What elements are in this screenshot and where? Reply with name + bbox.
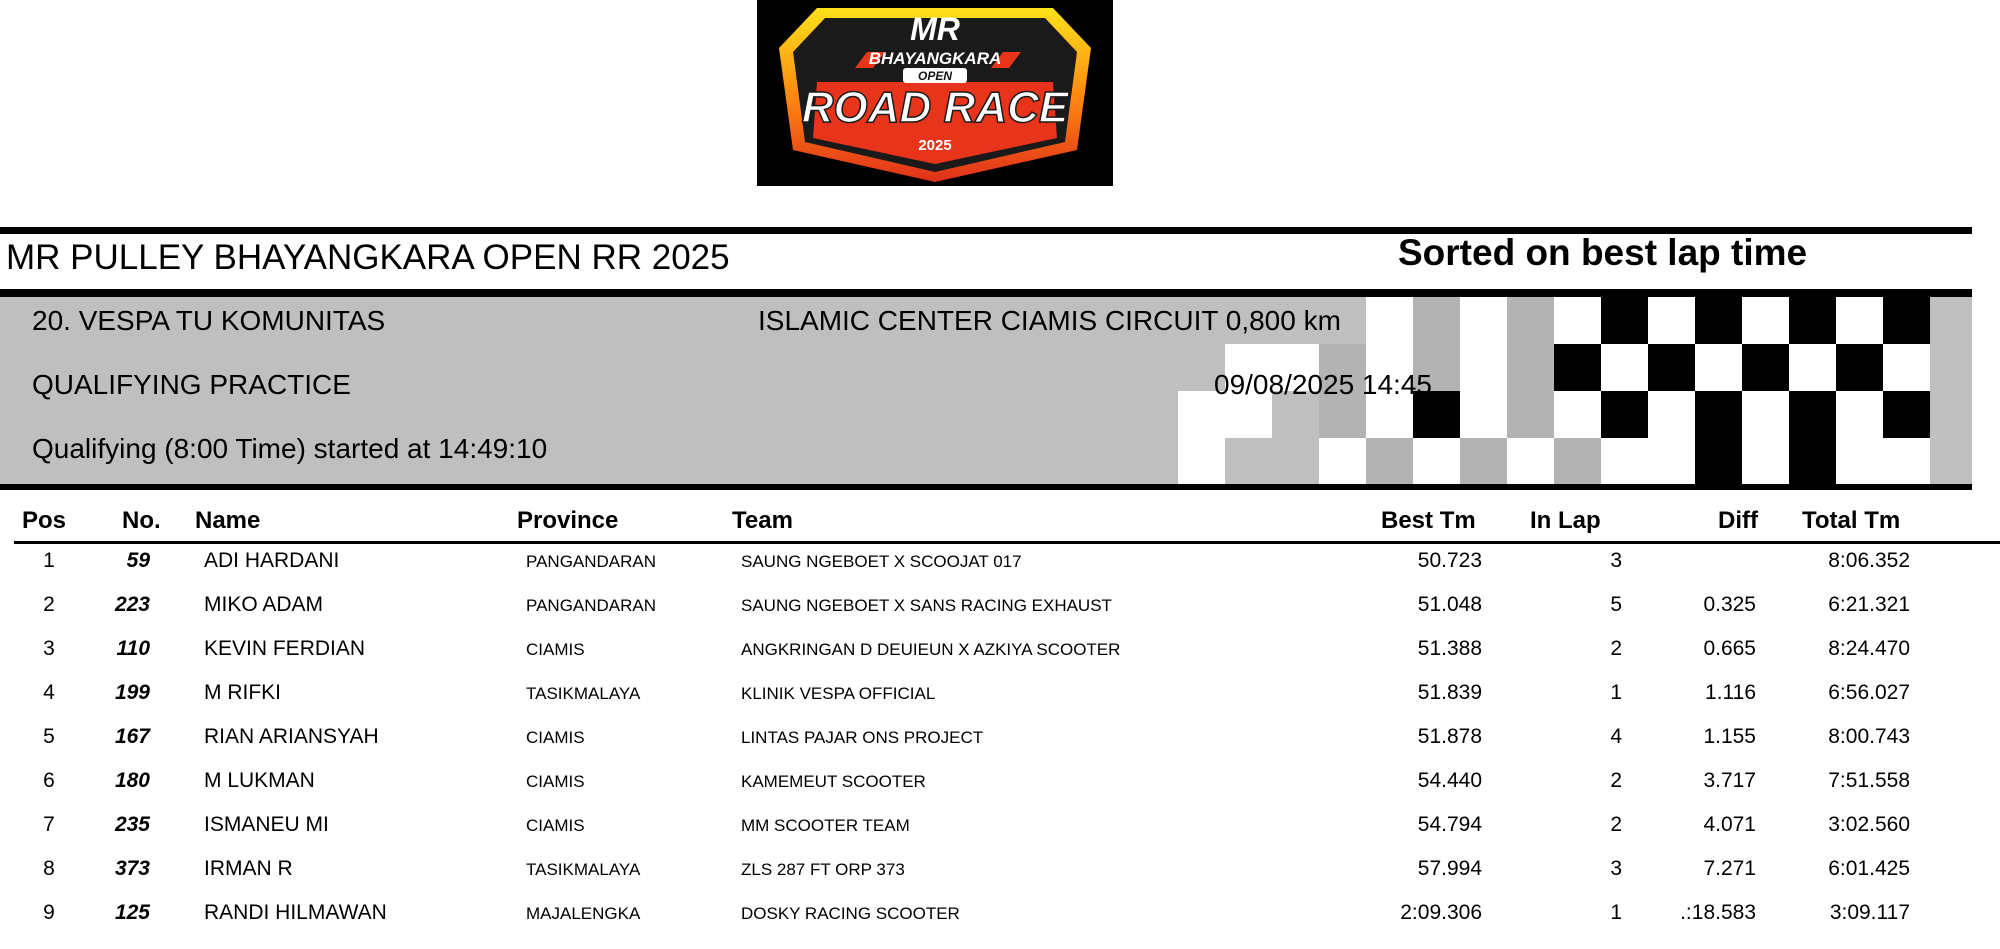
row-team: LINTAS PAJAR ONS PROJECT (741, 728, 984, 747)
start-info: Qualifying (8:00 Time) started at 14:49:10 (32, 433, 548, 464)
row-in-lap: 3 (1610, 857, 1622, 880)
row-pos: 8 (43, 857, 55, 880)
row-total-time: 8:00.743 (1828, 725, 1910, 748)
row-name: KEVIN FERDIAN (204, 637, 366, 660)
row-team: SAUNG NGEBOET X SCOOJAT 017 (741, 552, 1022, 571)
row-team: ANGKRINGAN D DEUIEUN X AZKIYA SCOOTER (741, 640, 1121, 659)
row-team: ZLS 287 FT ORP 373 (741, 860, 905, 879)
row-total-time: 7:51.558 (1828, 769, 1910, 792)
row-best-time: 54.794 (1417, 813, 1482, 836)
row-best-time: 51.048 (1417, 593, 1482, 616)
row-name: MIKO ADAM (204, 593, 324, 616)
row-province: TASIKMALAYA (526, 684, 641, 703)
logo-line1: BHAYANGKARA (868, 49, 1002, 68)
circuit-name: ISLAMIC CENTER CIAMIS CIRCUIT 0,800 km (758, 305, 1341, 336)
row-pos: 2 (43, 593, 55, 616)
row-diff: 3.717 (1703, 769, 1756, 792)
row-province: CIAMIS (526, 772, 585, 791)
col-header-total: Total Tm (1802, 507, 1901, 534)
col-header-pos: Pos (22, 507, 67, 534)
info-band (0, 297, 1972, 484)
row-number: 199 (114, 681, 150, 704)
logo-line2: OPEN (917, 69, 953, 83)
table-row (0, 549, 2000, 593)
row-best-time: 51.878 (1417, 725, 1482, 748)
header-bottom-rule (0, 289, 1972, 297)
row-name: RIAN ARIANSYAH (204, 725, 379, 748)
table-row (0, 681, 2000, 725)
row-in-lap: 4 (1610, 725, 1622, 748)
row-in-lap: 2 (1610, 813, 1622, 836)
row-total-time: 6:01.425 (1828, 857, 1910, 880)
row-number: 125 (114, 901, 150, 924)
row-diff: 0.325 (1703, 593, 1756, 616)
band-bottom-rule (0, 484, 1972, 490)
row-total-time: 3:02.560 (1828, 813, 1910, 836)
row-diff: .:18.583 (1680, 901, 1756, 924)
row-name: IRMAN R (204, 857, 293, 880)
row-number: 373 (114, 857, 150, 880)
row-number: 180 (114, 769, 150, 792)
col-header-team: Team (732, 507, 793, 534)
col-header-inlap: In Lap (1530, 507, 1601, 534)
row-name: RANDI HILMAWAN (204, 901, 387, 924)
row-total-time: 6:21.321 (1828, 593, 1910, 616)
row-number: 223 (114, 593, 150, 616)
row-province: CIAMIS (526, 640, 585, 659)
table-row (0, 769, 2000, 813)
row-in-lap: 2 (1610, 637, 1622, 660)
row-pos: 4 (43, 681, 55, 704)
logo-year: 2025 (918, 137, 952, 154)
logo-brand: MR (910, 11, 960, 47)
row-total-time: 6:56.027 (1828, 681, 1910, 704)
sort-label: Sorted on best lap time (1398, 232, 1808, 273)
row-total-time: 8:06.352 (1828, 549, 1910, 572)
row-number: 235 (114, 813, 150, 836)
row-province: MAJALENGKA (526, 904, 641, 923)
table-row (0, 637, 2000, 681)
row-total-time: 3:09.117 (1829, 901, 1910, 924)
event-title: MR PULLEY BHAYANGKARA OPEN RR 2025 (6, 238, 730, 277)
column-header-rule (14, 541, 2000, 544)
row-team: DOSKY RACING SCOOTER (741, 904, 960, 923)
row-diff: 1.116 (1705, 681, 1756, 704)
row-province: TASIKMALAYA (526, 860, 641, 879)
row-diff: 7.271 (1703, 857, 1756, 880)
col-header-no: No. (122, 507, 161, 534)
col-header-name: Name (195, 507, 261, 534)
road-race-logo (757, 0, 1113, 186)
row-best-time: 51.388 (1417, 637, 1482, 660)
row-best-time: 57.994 (1417, 857, 1482, 880)
row-province: CIAMIS (526, 728, 585, 747)
row-pos: 7 (43, 813, 55, 836)
row-pos: 1 (43, 549, 55, 572)
row-in-lap: 5 (1610, 593, 1622, 616)
col-header-diff: Diff (1718, 507, 1758, 534)
row-in-lap: 3 (1610, 549, 1622, 572)
row-number: 167 (114, 725, 150, 748)
row-team: KAMEMEUT SCOOTER (741, 772, 926, 791)
table-row (0, 593, 2000, 637)
table-row (0, 813, 2000, 857)
col-header-province: Province (517, 507, 619, 534)
col-header-best: Best Tm (1381, 507, 1476, 534)
row-diff: 4.071 (1703, 813, 1756, 836)
row-province: PANGANDARAN (526, 552, 657, 571)
row-pos: 9 (43, 901, 55, 924)
row-best-time: 51.839 (1417, 681, 1482, 704)
row-name: M LUKMAN (204, 769, 315, 792)
row-province: CIAMIS (526, 816, 585, 835)
table-row (0, 857, 2000, 901)
row-province: PANGANDARAN (526, 596, 657, 615)
row-total-time: 8:24.470 (1828, 637, 1910, 660)
row-in-lap: 1 (1610, 681, 1622, 704)
row-best-time: 50.723 (1417, 549, 1482, 572)
row-best-time: 2:09.306 (1400, 901, 1482, 924)
session-datetime: 09/08/2025 14:45 (1214, 369, 1432, 400)
row-name: M RIFKI (204, 681, 281, 704)
table-row (0, 901, 2000, 945)
class-name: 20. VESPA TU KOMUNITAS (32, 305, 386, 336)
row-name: ISMANEU MI (204, 813, 329, 836)
row-pos: 3 (43, 637, 55, 660)
row-number: 59 (126, 549, 150, 572)
row-in-lap: 2 (1610, 769, 1622, 792)
logo-line3: ROAD RACE (801, 83, 1069, 132)
row-number: 110 (116, 637, 150, 660)
row-name: ADI HARDANI (204, 549, 340, 572)
row-diff: 1.155 (1703, 725, 1756, 748)
table-row (0, 725, 2000, 769)
row-pos: 6 (43, 769, 55, 792)
row-pos: 5 (43, 725, 55, 748)
session-name: QUALIFYING PRACTICE (32, 369, 351, 400)
row-best-time: 54.440 (1417, 769, 1482, 792)
row-diff: 0.665 (1703, 637, 1756, 660)
row-team: KLINIK VESPA OFFICIAL (741, 684, 936, 703)
row-team: SAUNG NGEBOET X SANS RACING EXHAUST (741, 596, 1112, 615)
row-in-lap: 1 (1610, 901, 1622, 924)
row-team: MM SCOOTER TEAM (741, 816, 910, 835)
